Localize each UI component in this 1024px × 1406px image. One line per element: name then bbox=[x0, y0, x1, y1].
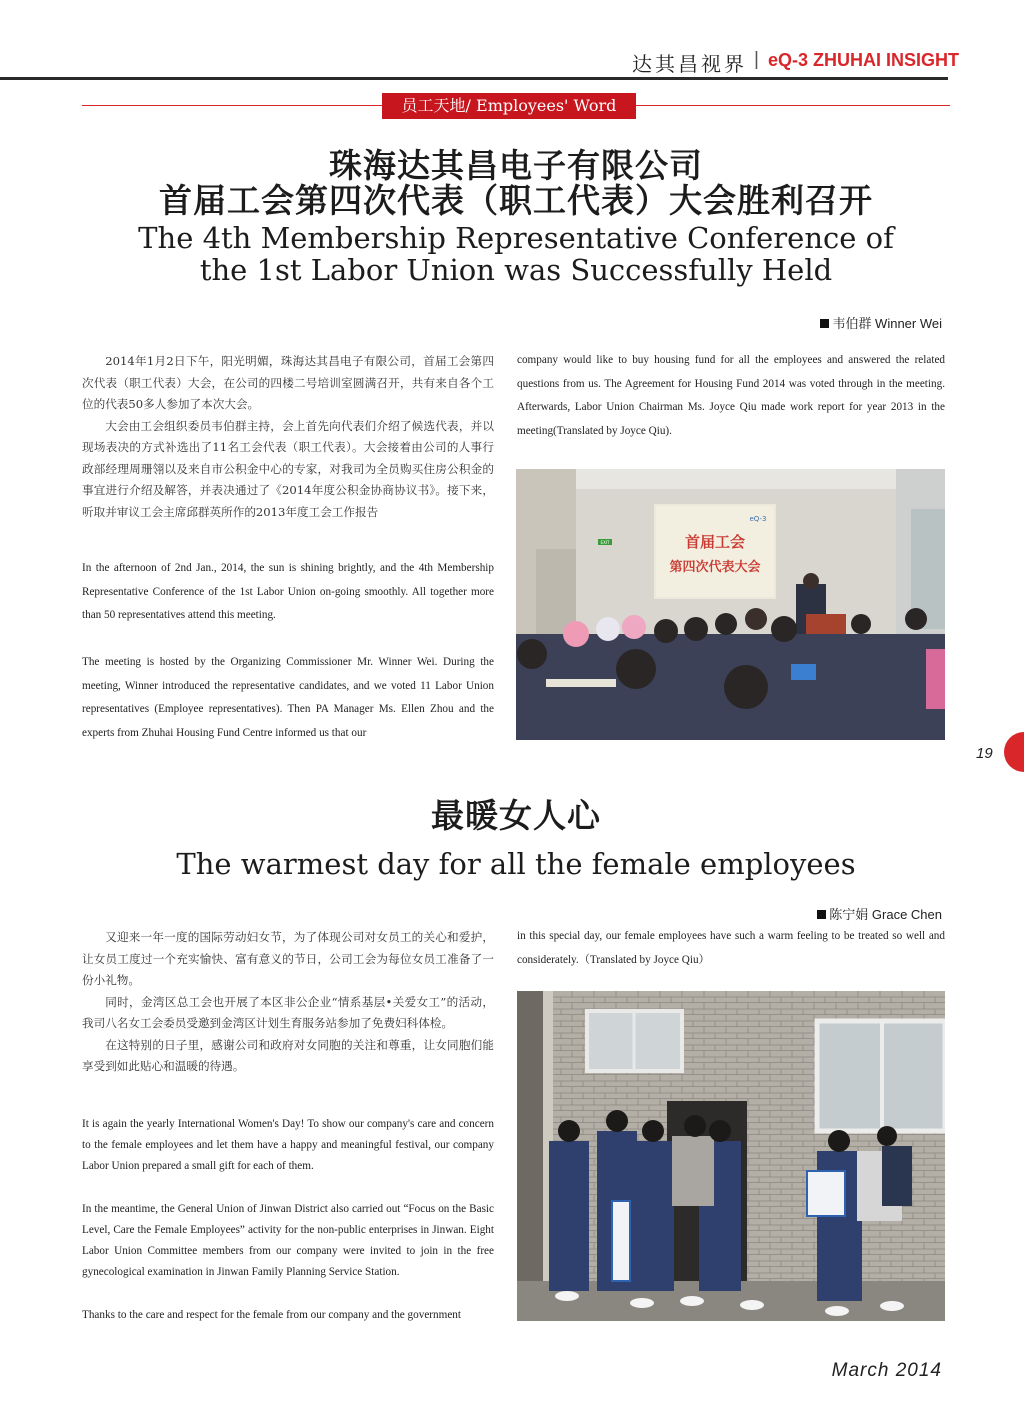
header-rule bbox=[0, 77, 948, 80]
article2-en-paragraph: Thanks to the care and respect for the female from our company and the government bbox=[82, 1309, 461, 1321]
page-tab bbox=[1004, 732, 1024, 772]
article1-title-en-line2: the 1st Labor Union was Successfully Held bbox=[199, 253, 833, 287]
article2-body-en-3 bbox=[82, 1305, 494, 1326]
screen-text-line2: 第四次代表大会 bbox=[669, 560, 761, 575]
article2-en-paragraph: It is again the yearly International Women's Day! To show our company's care and concern to the female employees and let them have a happy and meaningful festival, our company Labor Union prepared a small gift for each of them. bbox=[82, 1118, 494, 1172]
article1-cn-paragraph: 大会由工会组织委员韦伯群主持，会上首先向代表们介绍了候选代表，并以现场表决的方式补选出了11名工会代表（职工代表）。大会接着由公司的人事行政部经理周珊翎以及来自市公积金中心的专家，对我司为全员购买住房公积金的事宜进行介绍及解答，并表决通过了《2014年度公积金协商协议书》。接下来，听取并审议工会主席邱群英所作的2013年度工会工作报告 bbox=[82, 418, 494, 519]
article2-cn-paragraph: 又迎来一年一度的国际劳动妇女节，为了体现公司对女员工的关心和爱护，让女员工度过一个充实愉快、富有意义的节日，公司工会为每位女员工准备了一份小礼物。 bbox=[82, 930, 494, 987]
article1-cn-paragraph: 2014年1月2日下午，阳光明媚，珠海达其昌电子有限公司，首届工会第四次代表（职工代表）大会，在公司的四楼二号培训室圆满召开，共有来自各个工位的代表50多人参加了本次大会。 bbox=[82, 354, 494, 411]
screen-text-line1: 首届工会 bbox=[684, 533, 746, 551]
screen-logo: eQ-3 bbox=[749, 515, 767, 523]
article1-byline-text: 韦伯群 Winner Wei bbox=[832, 316, 942, 331]
article2-byline-text: 陈宁娟 Grace Chen bbox=[829, 907, 942, 922]
article2-en-paragraph: in this special day, our female employees have such a warm feeling to be treated so well and considerately.（Translated by Joyce Qiu） bbox=[517, 930, 945, 966]
women-day-photo bbox=[517, 991, 945, 1321]
article1-title-cn-line2: 首届工会第四次代表（职工代表）大会胜利召开 bbox=[159, 181, 873, 220]
exit-sign: EXIT bbox=[600, 540, 610, 545]
section-band: 员工天地/ Employees' Word bbox=[382, 93, 636, 119]
article1-body-en-2 bbox=[82, 651, 494, 745]
byline-bullet bbox=[817, 910, 826, 919]
meeting-photo bbox=[516, 469, 945, 740]
byline-bullet bbox=[820, 319, 829, 328]
magazine-title-cn: 达其昌视界 bbox=[632, 52, 747, 76]
article1-title-en-line1: The 4th Membership Representative Conference of bbox=[138, 221, 894, 255]
article2-title-cn: 最暖女人心 bbox=[431, 796, 601, 835]
article2-body-en-2 bbox=[82, 1199, 494, 1283]
article1-en-paragraph: In the afternoon of 2nd Jan., 2014, the sun is shining brightly, and the 4th Membership Representative Conference of the 1st Labor Union on-going smoothly. All together more than 50 representatives attend this meeting. bbox=[82, 562, 494, 621]
article1-byline bbox=[820, 313, 942, 332]
page-number: 19 bbox=[976, 745, 993, 762]
article2-cn-paragraph: 同时，金湾区总工会也开展了本区非公企业“情系基层•关爱女工”的活动，我司八名女工会委员受邀到金湾区计划生育服务站参加了免费妇科体检。 bbox=[82, 994, 494, 1030]
article2-title-en: The warmest day for all the female employees bbox=[176, 847, 856, 881]
article2-body-cn bbox=[82, 927, 494, 1078]
magazine-title-en: eQ-3 ZHUHAI INSIGHT bbox=[768, 50, 960, 70]
article1-body-en-1 bbox=[82, 557, 494, 628]
article1-body-cn bbox=[82, 351, 494, 523]
article2-body-en-4 bbox=[517, 925, 945, 972]
article2-en-paragraph: In the meantime, the General Union of Jinwan District also carried out “Focus on the Basic Level, Care the Female Employees” activity for the non-public enterprises in Jinwan. Eight Labor Union Committee members from our company were invited to join in the free gynecological examination in Jinwan Family Planning Service Station. bbox=[82, 1203, 494, 1278]
article2-body-en-1 bbox=[82, 1114, 494, 1177]
article1-title-cn-line1: 珠海达其昌电子有限公司 bbox=[329, 146, 703, 185]
article1-en-paragraph: The meeting is hosted by the Organizing Commissioner Mr. Winner Wei. During the meeting, Winner introduced the representative candidates, and we voted 11 Labor Union representatives (Employee representatives). Then PA Manager Ms. Ellen Zhou and the experts from Zhuhai Housing Fund Centre informed us that our bbox=[82, 656, 494, 739]
issue-date: March 2014 bbox=[831, 1360, 942, 1381]
header-separator: | bbox=[754, 49, 759, 70]
article1-body-en-3 bbox=[517, 349, 945, 443]
article2-cn-paragraph: 在这特别的日子里，感谢公司和政府对女同胞的关注和尊重，让女同胞们能享受到如此贴心和温暖的待遇。 bbox=[82, 1037, 494, 1073]
article2-byline bbox=[817, 904, 942, 923]
article1-en-paragraph: company would like to buy housing fund for all the employees and answered the related questions from us. The Agreement for Housing Fund 2014 was voted through in the meeting. Afterwards, Labor Union Chairman Ms. Joyce Qiu made work report for year 2013 in the meeting(Translated by Joyce Qiu). bbox=[517, 354, 945, 437]
